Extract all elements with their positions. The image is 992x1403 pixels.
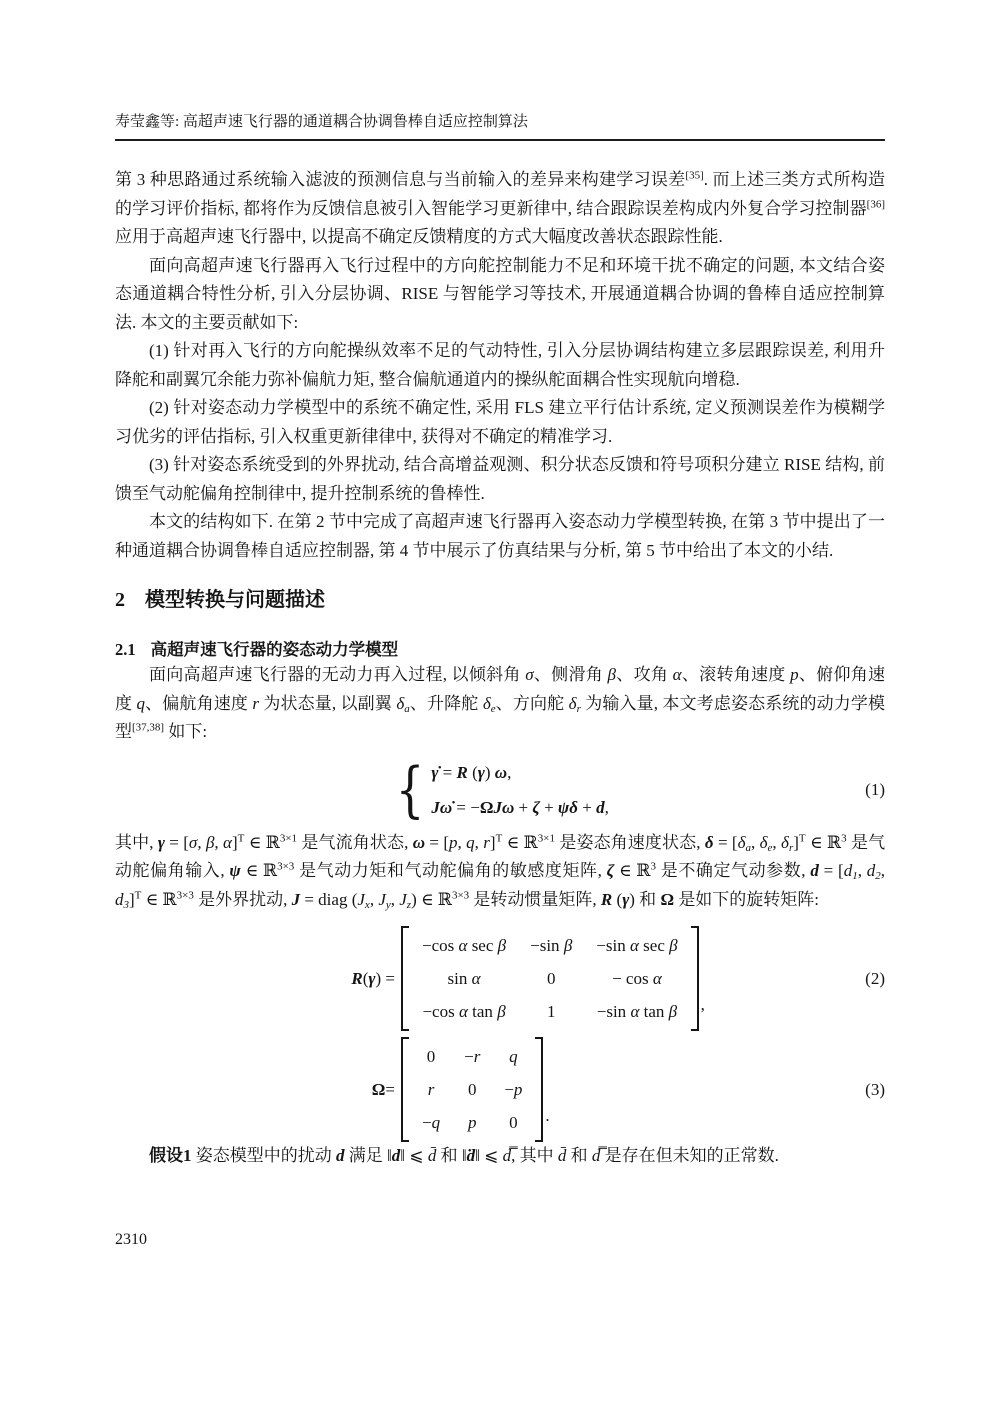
- subsection-heading-2-1: [115, 639, 885, 661]
- equation-3-lhs: Ω =: [371, 1079, 395, 1099]
- page-body: [115, 166, 885, 1171]
- matrix-cell: − cos α: [612, 969, 662, 988]
- matrix-cell: −q: [422, 1113, 441, 1132]
- paragraph-continuation: 第 3 种思路通过系统输入滤波的预测信息与当前输入的差异来构建学习误差[35]. 而上述三类方式所构造的学习评价指标, 都将作为反馈信息被引入智能学习更新律中, 结合跟踪误差构成内外复合学习控制器[36] 应用于高超声速飞行器中, 以提高不确定反馈精度的方式大幅度改善状态跟踪性能.: [115, 169, 886, 246]
- paragraph-overview: 面向高超声速飞行器再入飞行过程中的方向舵控制能力不足和环境干扰不确定的问题, 本文结合姿态通道耦合特性分析, 引入分层协调、RISE 与智能学习等技术, 开展通道耦合协调的鲁棒自适应控制算法. 本文的主要贡献如下:: [115, 255, 885, 332]
- matrix-cell: −sin β: [530, 936, 573, 955]
- equation-1-line-2: Jω̇ = −ΩJω + ζ + ψδ + d,: [431, 797, 609, 817]
- section-heading-2: [115, 587, 885, 613]
- paragraph-structure: 本文的结构如下. 在第 2 节中完成了高超声速飞行器再入姿态动力学模型转换, 在第 3 节中提出了一种通道耦合协调鲁棒自适应控制器, 第 4 节中展示了仿真结果与分析, 第 5 节中给出了本文的小结.: [115, 512, 885, 560]
- section-number: 2: [115, 589, 125, 611]
- subsection-title: 高超声速飞行器的姿态动力学模型: [150, 641, 399, 659]
- matrix-cell: 0: [426, 1047, 436, 1066]
- matrix-cell: 1: [546, 1002, 556, 1021]
- skew-matrix-Omega: [401, 1037, 543, 1142]
- equation-1-cases: [391, 755, 609, 825]
- equation-2-number: (2): [865, 968, 885, 988]
- paragraph-notation: 其中, γ = [σ, β, α]$^T$ ∈ ℝ$^{3\times 1}$ 是气流角状态, ω = [p, q, r]$^T$ ∈ ℝ$^{3\times 1}$ 是姿态角速度状态, $\delta = [\delta_a$, $\delta_e$, $\delta_r]^T$ ∈ ℝ$^3$ 是气动舵偏角输入, ψ ∈ ℝ$^{3\times 3}$ 是气动力矩和气动舵偏角的敏感度矩阵, ζ ∈ ℝ$^3$ 是不确定气动参数, $d = [d_1$, $d_2$, $d_3]^T$ ∈ ℝ$^{3\times 3}$ 是外界扰动, J = diag ($J_x$, $J_y$, $J_z$) ∈ ℝ$^{3\times 3}$ 是转动惯量矩阵, R (γ) 和 Ω 是如下的旋转矩阵:: [115, 831, 886, 911]
- subsection-number: 2.1: [115, 640, 136, 659]
- equation-1: [115, 755, 885, 825]
- equation-1-line-1: { γ̇ = R (γ) ω,: [431, 762, 512, 782]
- paragraph-model-intro: 面向高超声速飞行器的无动力再入过程, 以倾斜角 σ、侧滑角 β、攻角 α、滚转角速度 p、俯仰角速度 q、偏航角速度 r 为状态量, 以副翼 $\delta_a$、升降舵 $\delta_e$、方向舵 $\delta_r$ 为输入量, 本文考虑姿态系统的动力学模型[37,38] 如下:: [115, 665, 886, 741]
- matrix-grid: [409, 926, 691, 1031]
- page-number: 2310: [115, 1231, 147, 1248]
- assumption-1: 假设1 姿态模型中的扰动 d 满足 ‖d‖ ⩽ d̄ 和 ‖ḋ‖ ⩽ d̿, 其中 d̄ 和 d̿ 是存在但未知的正常数.: [149, 1146, 779, 1165]
- left-bracket: [401, 926, 409, 1031]
- matrix-cell: 0: [467, 1080, 477, 1099]
- running-head: 寿莹鑫等: 高超声速飞行器的通道耦合协调鲁棒自适应控制算法: [115, 114, 528, 130]
- matrix-cell: −p: [504, 1080, 523, 1099]
- contribution-item-2: (2) 针对姿态动力学模型中的系统不确定性, 采用 FLS 建立平行估计系统, 定义预测误差作为模糊学习优劣的评估指标, 引入权重更新律律中, 获得对不确定的精准学习.: [115, 398, 885, 446]
- contribution-item-3: (3) 针对姿态系统受到的外界扰动, 结合高增益观测、积分状态反馈和符号项积分建立 RISE 结构, 前馈至气动舵偏角控制律中, 提升控制系统的鲁棒性.: [115, 455, 885, 503]
- equation-1-number: (1): [865, 779, 885, 799]
- right-bracket: [691, 926, 699, 1031]
- rotation-matrix-R: [401, 926, 699, 1031]
- equation-3-tail: .: [545, 1106, 550, 1125]
- equation-2-tail: ,: [700, 995, 705, 1014]
- matrix-cell: 0: [509, 1113, 518, 1132]
- equation-2: [115, 926, 885, 1031]
- matrix-cell: q: [509, 1047, 518, 1066]
- matrix-cell: −cos α tan β: [422, 1002, 506, 1021]
- header-rule: [115, 139, 885, 141]
- equation-3: [115, 1037, 885, 1142]
- matrix-grid: [409, 1037, 535, 1142]
- equation-3-number: (3): [865, 1079, 885, 1099]
- section-title: 模型转换与问题描述: [145, 589, 325, 611]
- left-bracket: [401, 1037, 409, 1142]
- matrix-cell: sin α: [447, 969, 481, 988]
- right-bracket: [535, 1037, 543, 1142]
- matrix-cell: 0: [546, 969, 556, 988]
- equation-1-lines: [431, 755, 609, 825]
- matrix-cell: −sin α tan β: [596, 1002, 678, 1021]
- matrix-cell: p: [467, 1113, 477, 1132]
- matrix-cell: −r: [464, 1047, 481, 1066]
- equation-2-lhs: R ( γ ) =: [351, 968, 395, 988]
- contribution-item-1: (1) 针对再入飞行的方向舵操纵效率不足的气动特性, 引入分层协调结构建立多层跟踪误差, 利用升降舵和副翼冗余能力弥补偏航力矩, 整合偏航通道内的操纵舵面耦合性实现航向增稳.: [115, 341, 885, 389]
- matrix-cell: r: [427, 1080, 435, 1099]
- matrix-cell: −cos α sec β: [422, 936, 507, 955]
- matrix-cell: −sin α sec β: [596, 936, 678, 955]
